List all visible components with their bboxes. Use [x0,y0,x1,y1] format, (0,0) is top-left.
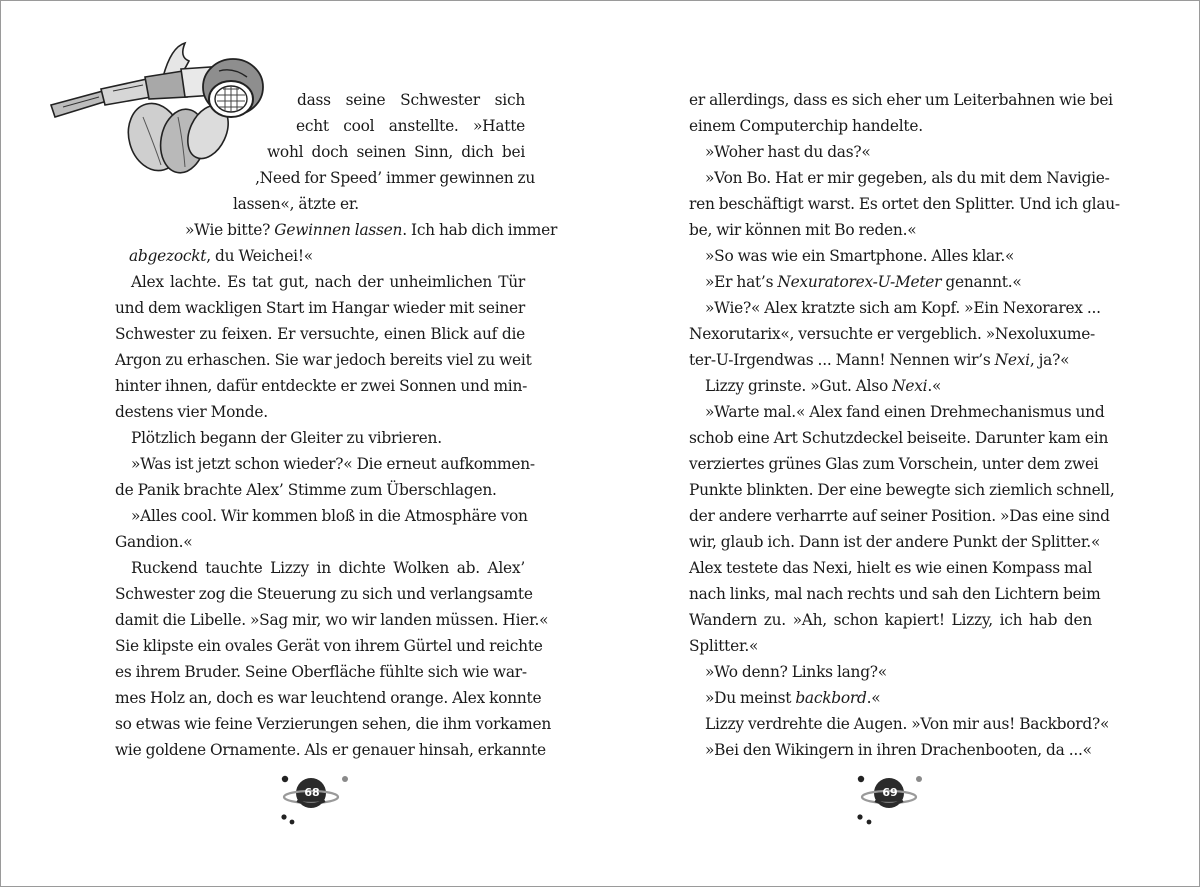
text-line: wohl doch seinen Sinn, dich bei [267,143,525,161]
text-line: ‚Need for Speed’ immer gewinnen zu [255,169,536,187]
text-line: er allerdings, dass es sich eher um Leiterbahnen wie bei [689,91,1113,109]
text-line: »Wo denn? Links lang?« [705,663,887,681]
text-line: Nexorutarix«, versuchte er vergeblich. »Nexoluxume- [689,325,1096,343]
text-line: »Woher hast du das?« [705,143,871,161]
text-line: so etwas wie feine Verzierungen sehen, die ihm vorkamen [115,715,551,733]
text-line: »Du meinst backbord.« [705,689,881,707]
text-line: wir, glaub ich. Dann ist der andere Punkt der Splitter.« [689,533,1101,551]
text-line: ren beschäftigt warst. Es ortet den Splitter. Und ich glau- [689,195,1120,213]
text-line: damit die Libelle. »Sag mir, wo wir landen müssen. Hier.« [115,611,549,629]
text-line: »Warte mal.« Alex fand einen Drehmechanismus und [705,403,1105,421]
text-line: »Er hat’s Nexuratorex-U-Meter genannt.« [705,273,1022,291]
page-number: 68 [304,786,320,799]
text-line: nach links, mal nach rechts und sah den Lichtern beim [689,585,1101,603]
text-line: Wandern zu. »Ah, schon kapiert! Lizzy, ich hab den [689,611,1092,629]
text-line: echt cool anstellte. »Hatte [296,117,525,135]
text-line: abgezockt, du Weichei!« [129,247,313,265]
left-page [115,87,558,763]
text-line: mes Holz an, doch es war leuchtend orange. Alex konnte [115,689,542,707]
text-line: verziertes grünes Glas zum Vorschein, unter dem zwei [689,455,1099,473]
text-line: der andere verharrte auf seiner Position. »Das eine sind [689,507,1110,525]
text-line: be, wir können mit Bo reden.« [689,221,917,239]
text-line: dass seine Schwester sich [297,91,525,109]
text-line: Ruckend tauchte Lizzy in dichte Wolken ab. Alex’ [131,559,525,577]
text-line: »So was wie ein Smartphone. Alles klar.« [705,247,1015,265]
page-number: 69 [882,786,898,799]
text-line: es ihrem Bruder. Seine Oberfläche fühlte sich wie war- [115,663,527,681]
text-line: und dem wackligen Start im Hangar wieder mit seiner [115,299,526,317]
text-line: hinter ihnen, dafür entdeckte er zwei Sonnen und min- [115,377,528,395]
page-number-badge [271,773,351,829]
text-line: Plötzlich begann der Gleiter zu vibrieren. [131,429,442,447]
text-line: »Von Bo. Hat er mir gegeben, als du mit dem Navigie- [705,169,1110,187]
text-line: »Bei den Wikingern in ihren Drachenbooten, da ...« [705,741,1092,759]
text-line: wie goldene Ornamente. Als er genauer hinsah, erkannte [115,741,546,759]
text-line: Schwester zog die Steuerung zu sich und verlangsamte [115,585,533,603]
text-line: »Wie?« Alex kratzte sich am Kopf. »Ein Nexorarex ... [705,299,1101,317]
text-line: Lizzy verdrehte die Augen. »Von mir aus! Backbord?« [705,715,1110,733]
planet-icon [849,773,929,829]
text-line: Gandion.« [115,533,193,551]
text-line: Splitter.« [689,637,759,655]
text-line: schob eine Art Schutzdeckel beiseite. Darunter kam ein [689,429,1109,447]
text-line: Alex testete das Nexi, hielt es wie einen Kompass mal [689,559,1092,577]
text-line: Sie klipste ein ovales Gerät von ihrem Gürtel und reichte [115,637,543,655]
text-line: de Panik brachte Alex’ Stimme zum Überschlagen. [115,481,497,499]
text-line: Alex lachte. Es tat gut, nach der unheimlichen Tür [131,273,525,291]
text-line: »Alles cool. Wir kommen bloß in die Atmosphäre von [131,507,528,525]
text-line: Punkte blinkten. Der eine bewegte sich ziemlich schnell, [689,481,1115,499]
text-line: einem Computerchip handelte. [689,117,923,135]
right-page [689,87,1120,763]
page-number-badge [849,773,929,829]
text-line: Argon zu erhaschen. Sie war jedoch bereits viel zu weit [115,351,532,369]
text-line: ter-U-Irgendwas ... Mann! Nennen wir’s Nexi, ja?« [689,351,1070,369]
text-line: »Wie bitte? Gewinnen lassen. Ich hab dich immer [185,221,558,239]
text-line: Lizzy grinste. »Gut. Also Nexi.« [705,377,942,395]
text-line: »Was ist jetzt schon wieder?« Die erneut aufkommen- [131,455,535,473]
planet-icon [271,773,351,829]
text-line: lassen«, ätzte er. [233,195,359,213]
text-line: Schwester zu feixen. Er versuchte, einen Blick auf die [115,325,525,343]
text-line: destens vier Monde. [115,403,268,421]
